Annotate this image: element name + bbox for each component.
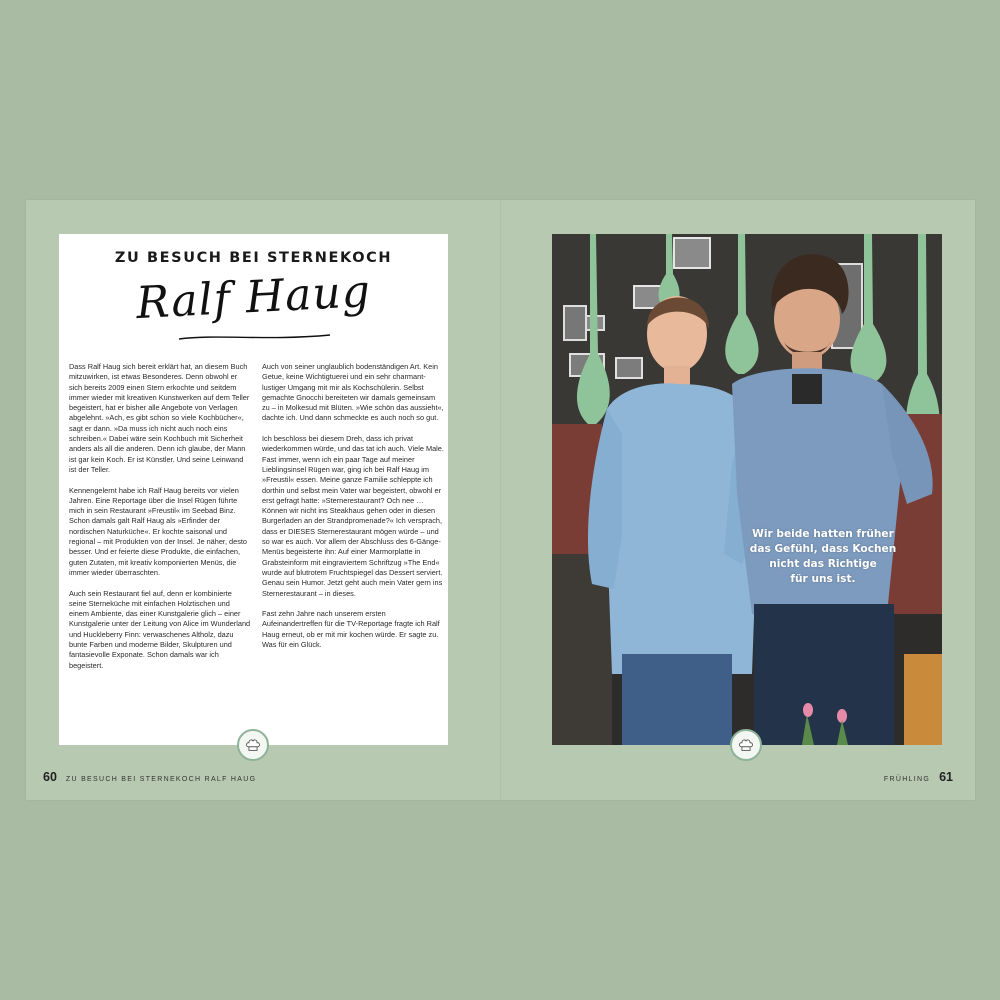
text-column-right bbox=[262, 362, 444, 661]
chef-hat-icon bbox=[237, 729, 269, 761]
article-card bbox=[59, 234, 448, 745]
paragraph: Auch sein Restaurant fiel auf, denn er kombinierte seine Sterneküche mit einfachen Holztischen und einem Ambiente, das einer Kunstgalerie glich – einer Kunstgalerie unter der Leitung von Alice im Wunderland und Huckleberry Finn: verwaschenes Altholz, dazu bunte Farben und moderne Bilder, Skulpturen und fantasievolle Exponate. Schon damals war ich begeistert. bbox=[69, 588, 251, 670]
book-gutter bbox=[500, 200, 502, 800]
book-spread bbox=[26, 200, 975, 800]
footer-left bbox=[43, 770, 256, 784]
script-flourish bbox=[177, 332, 332, 342]
pull-quote bbox=[738, 527, 908, 587]
chef-portrait-photo bbox=[552, 234, 942, 745]
quote-line: für uns ist. bbox=[790, 573, 856, 585]
photo-illustration bbox=[552, 234, 942, 745]
footer-right bbox=[884, 770, 953, 784]
paragraph: Auch von seiner unglaublich bodenständigen Art. Kein Getue, keine Wichtigtuerei und ein sehr charmant-lustiger Umgang mit mir als Kochschülerin. Selbst gemachte Gnocchi bereiteten wir damals gemeinsam zu – in Molkesud mit Blüten. »Wie schön das aussieht«, dachte ich. Und dann schmeckte es auch noch so gut. bbox=[262, 362, 444, 423]
running-head: ZU BESUCH BEI STERNEKOCH RALF HAUG bbox=[65, 776, 257, 783]
quote-line: nicht das Richtige bbox=[769, 558, 877, 570]
chef-name-script: Ralf Haug bbox=[134, 265, 373, 330]
running-head: FRÜHLING bbox=[883, 776, 931, 783]
page-number: 61 bbox=[939, 770, 953, 784]
article-heading: ZU BESUCH BEI STERNEKOCH bbox=[114, 250, 393, 266]
text-column-left bbox=[69, 362, 251, 681]
quote-line: Wir beide hatten früher bbox=[752, 528, 894, 540]
paragraph: Dass Ralf Haug sich bereit erklärt hat, an diesem Buch mitzuwirken, ist etwas Besonderes. Denn obwohl er sich bereits 2009 einen Stern erkochte und seitdem immer wieder mit kreativen Kunstwerken auf dem Teller begeistert, hat er bisher alle Angebote von Verlagen abgelehnt. »Ach, es gibt schon so viele Kochbücher«, sagt er dann. »Da muss ich nicht auch noch eins schreiben.« Dabei wäre sein Kochbuch mit Sicherheit anders als all die anderen. Denn ich glaube, der Mann ist gar kein Koch. Er ist Künstler. Und seine Leinwand ist der Teller. bbox=[69, 362, 250, 474]
paragraph: Ich beschloss bei diesem Dreh, dass ich privat wiederkommen würde, und das tat ich auch. Viele Male. Fast immer, wenn ich ein paar Tage auf meiner Lieblingsinsel Rügen war, ging ich bei Ralf Haug im »Freustil« essen. Meine ganze Familie schleppte ich dorthin und selbst mein Vater war begeistert, obwohl er erst gefragt hatte: »Sternerestaurant? Och nee … Können wir nicht ins Steakhaus gehen oder in diesen Burgerladen an der Strandpromenade?« Ich versprach, dass er DIESES Sternerestaurant mögen würde – und so war es auch. Vor allem der Abschluss des 6-Gänge-Menüs begeisterte ihn: Auf einer Marmorplatte in Grabsteinform mit eingraviertem Schriftzug »The End« wurde auf blutrotem Fruchtspiegel das Dessert serviert. Genau sein Humor. Jetzt geht auch mein Vater gern ins Sternerestaurant – in dieses. bbox=[262, 434, 444, 598]
paragraph: Kennengelernt habe ich Ralf Haug bereits vor vielen Jahren. Eine Reportage über die Insel Rügen führte mich in sein Restaurant »Freustil« im Seebad Binz. Schon damals galt Ralf Haug als »Erfinder der nordischen Naturküche«. Er kochte saisonal und regional – mit Produkten von der Insel. Je näher, desto besser. Und er feierte diese Produkte, die einfachen, guten Zutaten, mit kreativ komponierten Menüs, die immer wieder überraschten. bbox=[69, 485, 247, 577]
chef-hat-icon bbox=[730, 729, 762, 761]
quote-line: das Gefühl, dass Kochen bbox=[749, 543, 897, 555]
paragraph: Fast zehn Jahre nach unserem ersten Aufeinandertreffen für die TV-Reportage fragte ich Ralf Haug erneut, ob er mit mir kochen würde. Er sagte zu. Was für ein Glück. bbox=[262, 609, 440, 650]
page-number: 60 bbox=[43, 770, 57, 784]
